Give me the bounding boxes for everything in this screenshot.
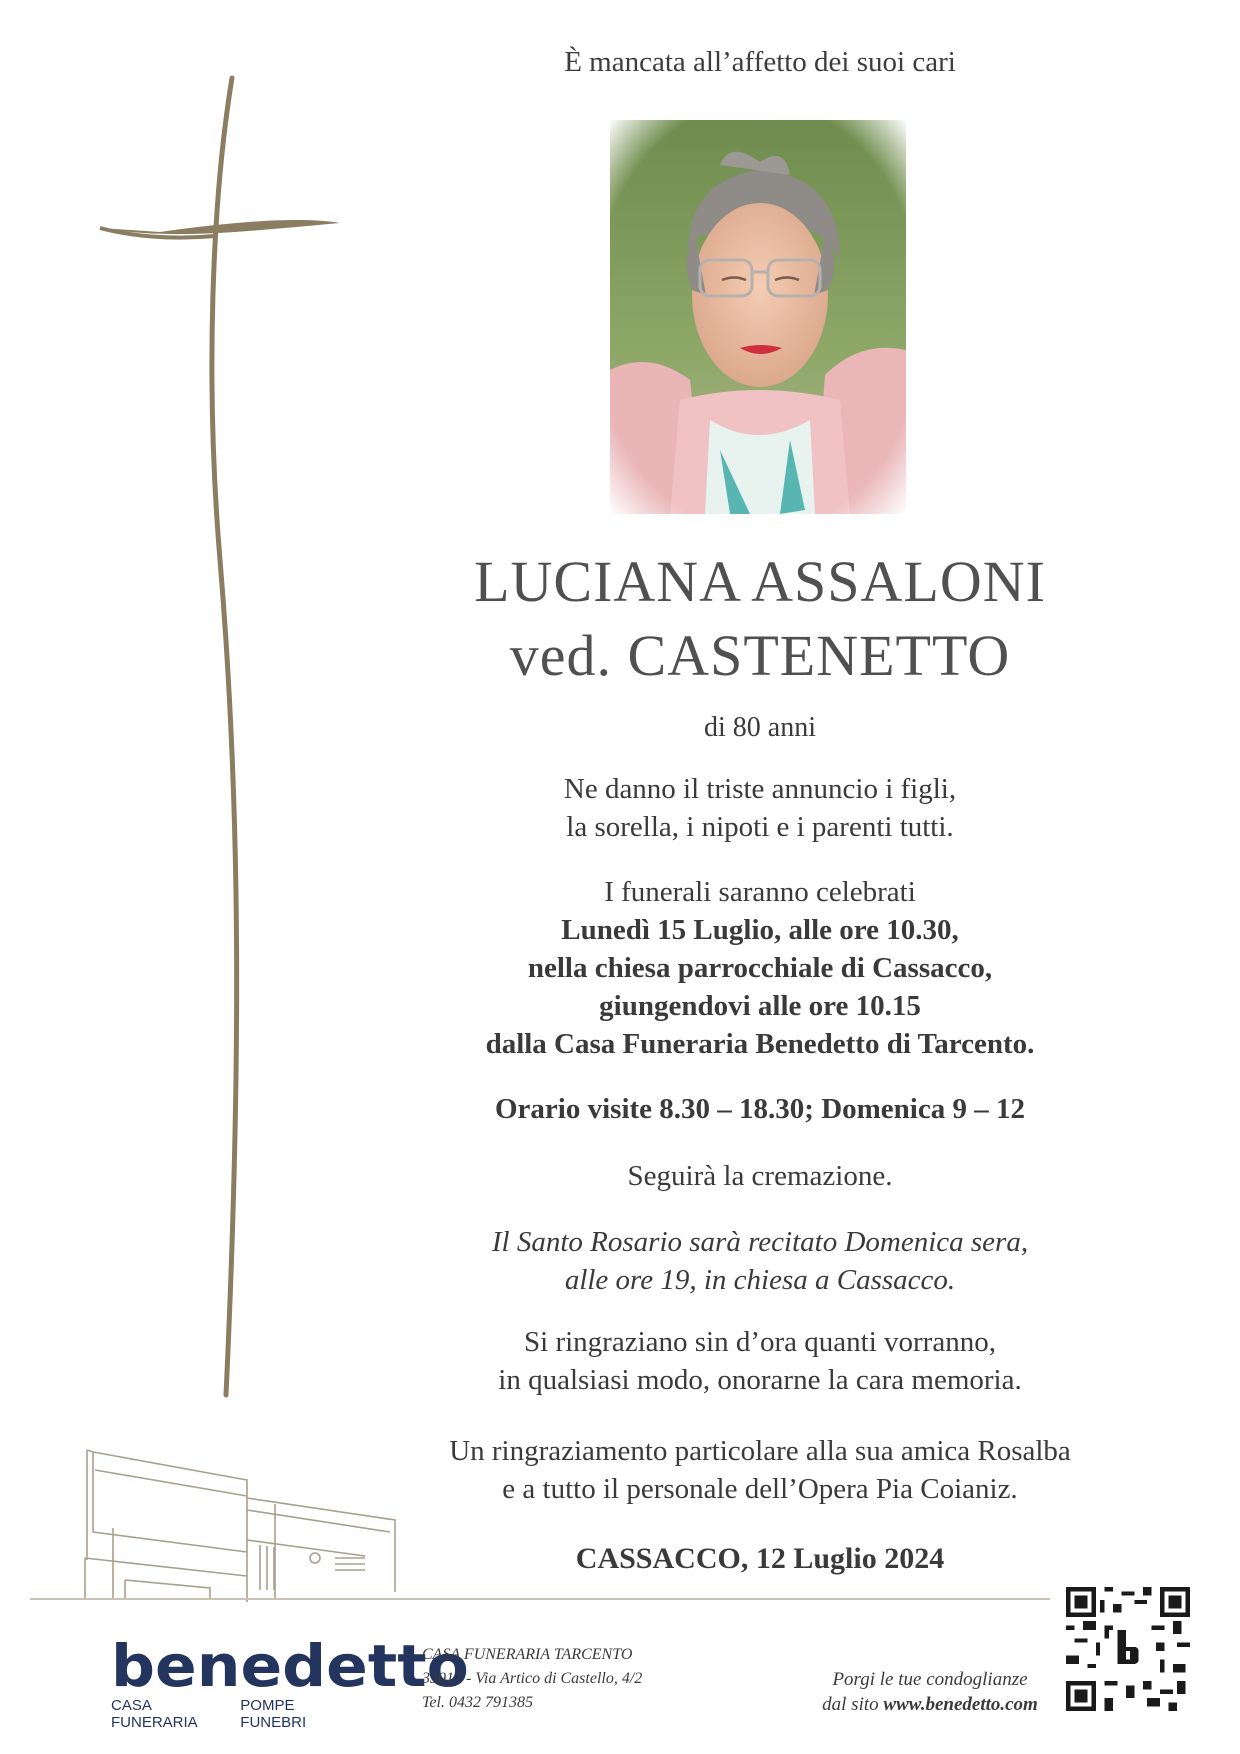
funeral-home-line: Tel. 0432 791385 xyxy=(422,1694,533,1711)
footer-divider xyxy=(30,1598,1050,1600)
logo-sub-left: CASA FUNERARIA xyxy=(111,1697,198,1731)
logo-wordmark: benedetto xyxy=(111,1632,469,1700)
funeral-intro: I funerali saranno celebrati xyxy=(604,876,916,908)
announcement-paragraph xyxy=(345,770,1175,846)
visiting-hours: Orario visite 8.30 – 18.30; Domenica 9 – 12 xyxy=(495,1093,1025,1125)
cremation-note: Seguirà la cremazione. xyxy=(627,1160,893,1192)
website-link[interactable]: www.benedetto.com xyxy=(883,1694,1038,1715)
funeral-line: giungendovi alle ore 10.15 xyxy=(599,990,921,1022)
rosary-paragraph xyxy=(345,1223,1175,1299)
funeral-paragraph xyxy=(345,873,1175,1063)
funeral-line: nella chiesa parrocchiale di Cassacco, xyxy=(527,952,993,984)
deceased-married-name: ved. CASTENETTO xyxy=(509,623,1011,688)
special-thanks-paragraph xyxy=(345,1432,1175,1508)
thanks-paragraph xyxy=(345,1323,1175,1399)
condolences-line2 xyxy=(790,1692,1070,1717)
announcement-line: Ne danno il triste annuncio i figli, xyxy=(563,773,957,805)
funeral-home-line: 33017 - Via Artico di Castello, 4/2 xyxy=(422,1670,643,1687)
rosary-line: Il Santo Rosario sarà recitato Domenica sera, xyxy=(491,1226,1029,1258)
portrait-photo xyxy=(610,120,906,514)
place-date: CASSACCO, 12 Luglio 2024 xyxy=(575,1542,945,1575)
intro-text: È mancata all’affetto dei suoi cari xyxy=(564,46,956,78)
benedetto-logo xyxy=(111,1632,469,1731)
funeral-home-line: CASA FUNERARIA TARCENTO xyxy=(422,1646,633,1663)
funeral-line: Lunedì 15 Luglio, alle ore 10.30, xyxy=(561,914,959,946)
rosary-line: alle ore 19, in chiesa a Cassacco. xyxy=(564,1264,956,1296)
logo-subtitle xyxy=(111,1697,363,1731)
funeral-line: dalla Casa Funeraria Benedetto di Tarcento. xyxy=(485,1028,1035,1060)
condolences-line: Porgi le tue condoglianze xyxy=(832,1669,1028,1690)
special-thanks-line: Un ringraziamento particolare alla sua amica Rosalba xyxy=(449,1435,1071,1467)
cross-icon xyxy=(0,0,360,1420)
funeral-home-address xyxy=(422,1643,642,1715)
qr-code-icon[interactable] xyxy=(1066,1587,1190,1711)
age-text: di 80 anni xyxy=(704,712,816,743)
logo-sub-right: POMPE FUNEBRI xyxy=(240,1697,307,1731)
thanks-line: in qualsiasi modo, onorarne la cara memoria. xyxy=(498,1364,1022,1396)
special-thanks-line: e a tutto il personale dell’Opera Pia Coianiz. xyxy=(502,1473,1018,1505)
announcement-line: la sorella, i nipoti e i parenti tutti. xyxy=(566,811,954,843)
thanks-line: Si ringraziano sin d’ora quanti vorranno, xyxy=(524,1326,996,1358)
condolences-note xyxy=(790,1667,1070,1717)
condolences-prefix: dal sito xyxy=(822,1694,884,1715)
deceased-name: LUCIANA ASSALONI xyxy=(474,549,1046,614)
